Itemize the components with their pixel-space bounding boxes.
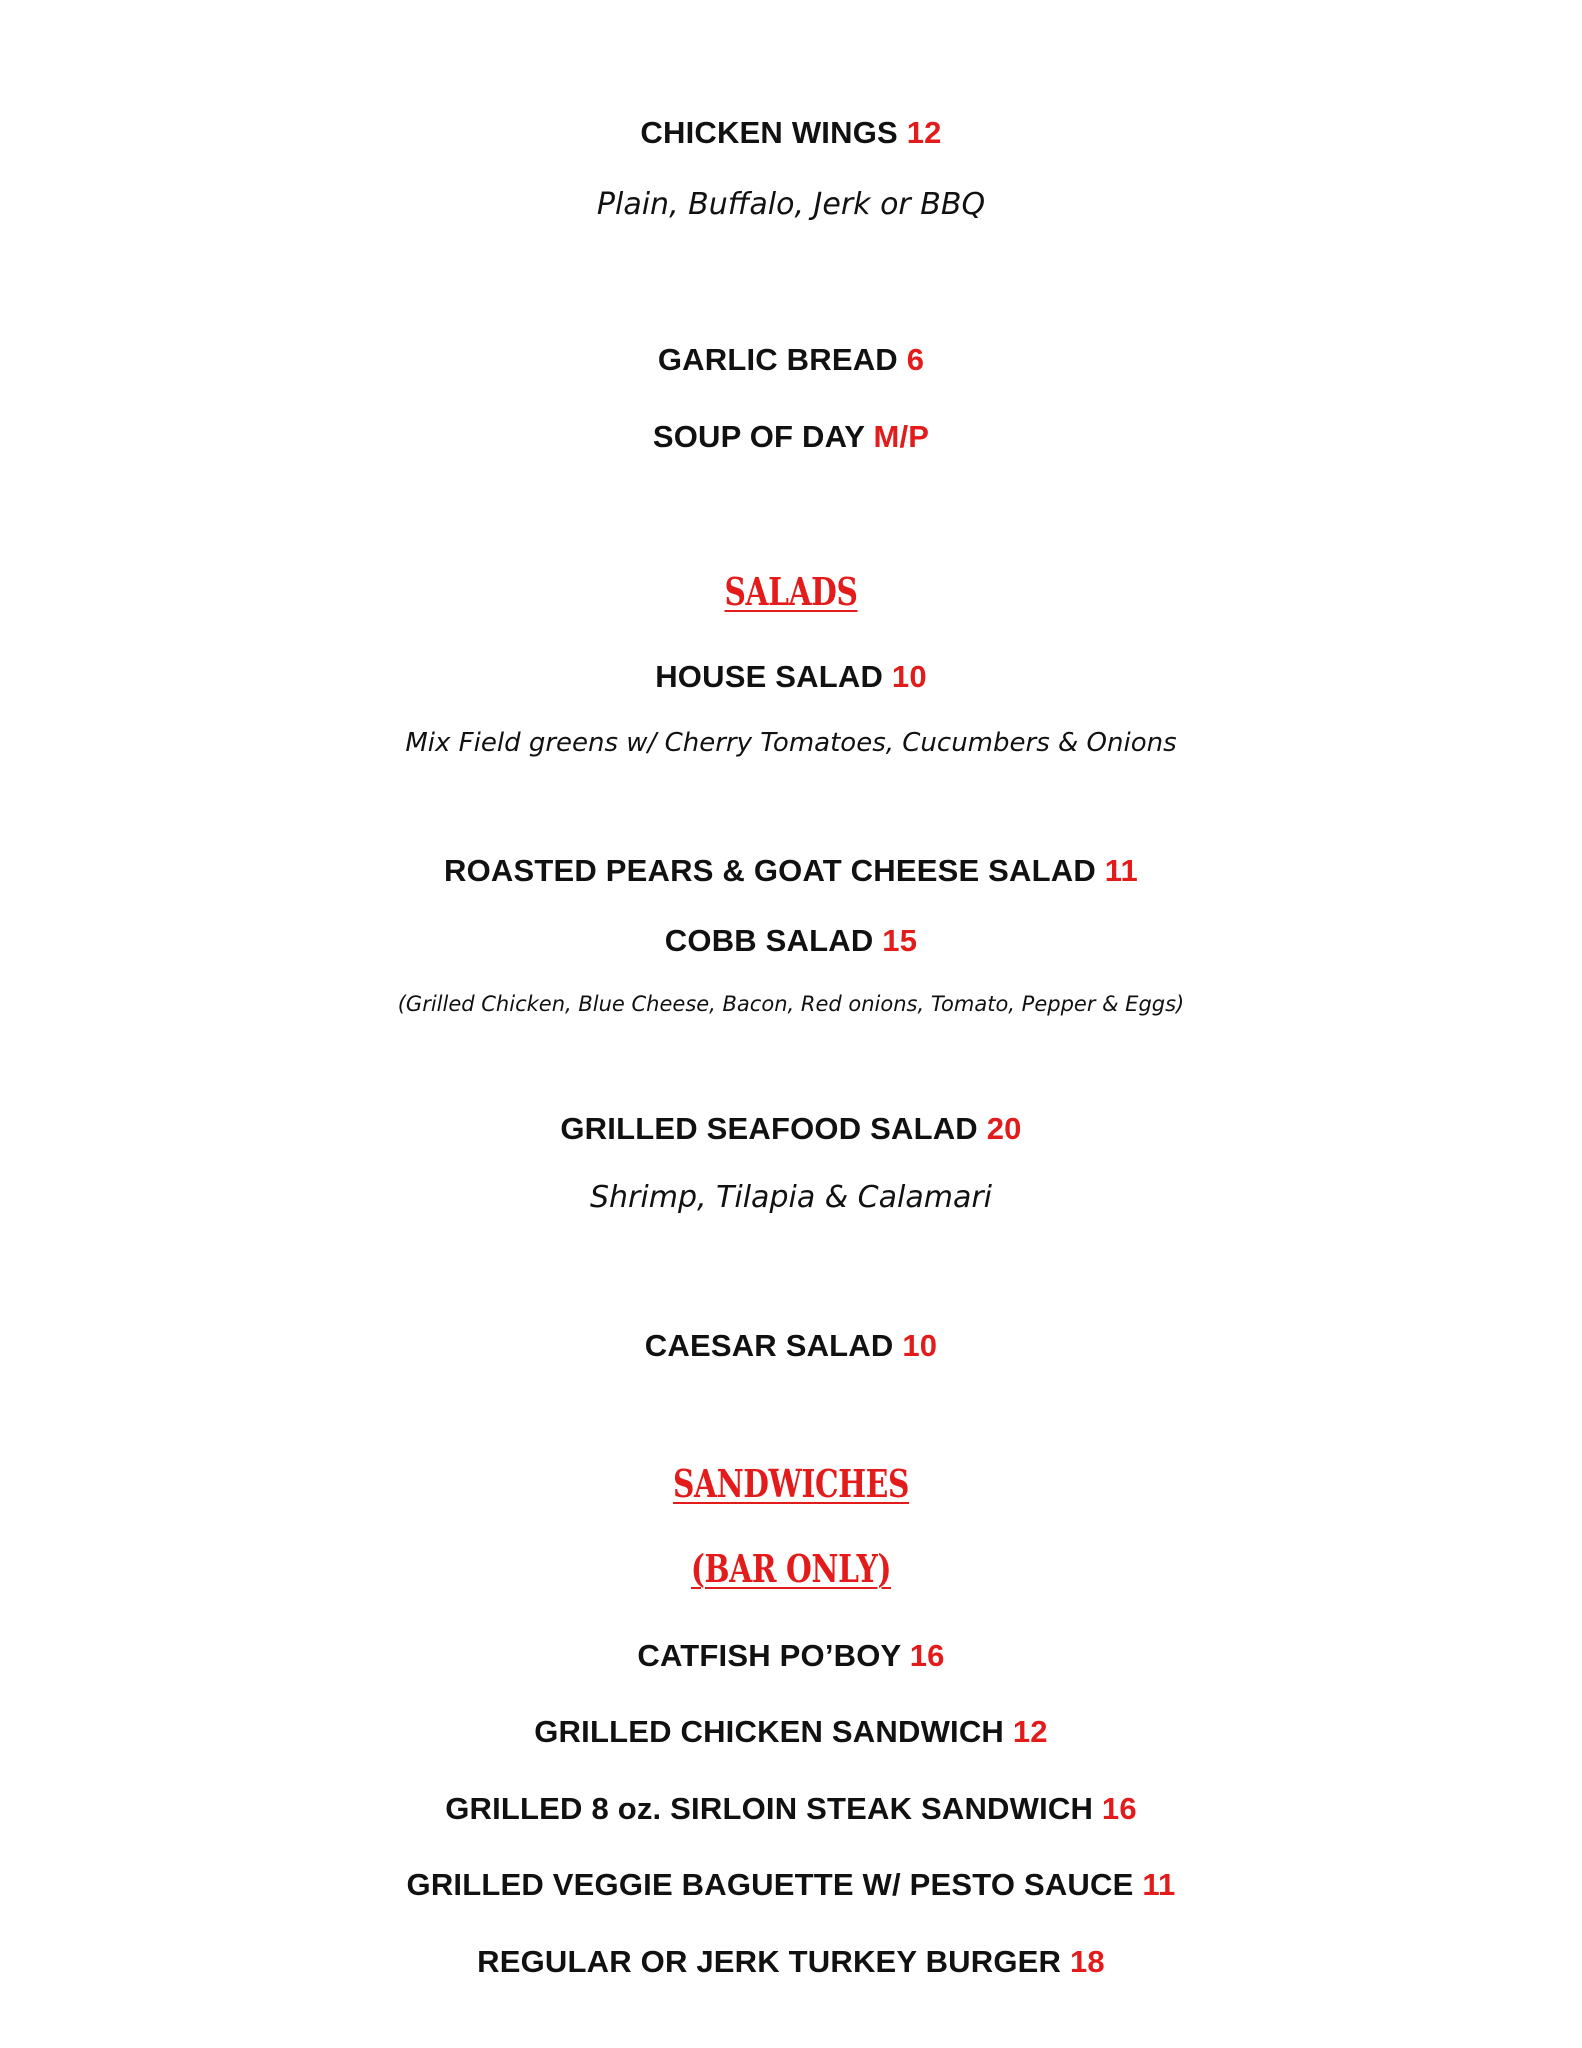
item-name: GRILLED VEGGIE BAGUETTE W/ PESTO SAUCE [406, 1867, 1134, 1902]
menu-item-house-salad [0, 661, 1582, 692]
item-price: 15 [882, 923, 918, 958]
item-name: ROASTED PEARS & GOAT CHEESE SALAD [444, 853, 1096, 888]
item-price: M/P [873, 419, 930, 454]
menu-item-catfish-poboy [0, 1640, 1582, 1671]
menu-item-grilled-chicken-sandwich [0, 1716, 1582, 1747]
section-subheading-bar-only: (BAR ONLY) [690, 1546, 892, 1591]
item-price: 11 [1142, 1867, 1176, 1902]
item-price: 12 [906, 115, 942, 150]
item-price: 6 [906, 342, 925, 377]
item-price: 20 [986, 1111, 1022, 1146]
item-name: CAESAR SALAD [644, 1328, 894, 1363]
menu-item-grilled-veggie-baguette [0, 1869, 1582, 1900]
item-price: 16 [1101, 1791, 1137, 1826]
item-description: (Grilled Chicken, Blue Cheese, Bacon, Red onions, Tomato, Pepper & Eggs) [397, 992, 1185, 1016]
item-description: Plain, Buffalo, Jerk or BBQ [596, 187, 986, 222]
menu-item-turkey-burger [0, 1946, 1582, 1977]
menu-item-cobb-salad [0, 925, 1582, 956]
item-name: HOUSE SALAD [655, 659, 884, 694]
menu-item-roasted-pears-goat-cheese-salad [0, 855, 1582, 886]
item-name: GARLIC BREAD [657, 342, 898, 377]
item-name: REGULAR OR JERK TURKEY BURGER [477, 1944, 1062, 1979]
item-price: 11 [1104, 853, 1138, 888]
item-name: GRILLED CHICKEN SANDWICH [534, 1714, 1005, 1749]
item-price: 18 [1069, 1944, 1105, 1979]
section-heading-salads: SALADS [724, 569, 858, 614]
menu-item-garlic-bread [0, 344, 1582, 375]
item-price: 10 [891, 659, 927, 694]
item-price: 16 [909, 1638, 945, 1673]
item-name: GRILLED SEAFOOD SALAD [560, 1111, 978, 1146]
menu-item-grilled-seafood-salad [0, 1113, 1582, 1144]
item-description: Shrimp, Tilapia & Calamari [590, 1180, 992, 1215]
item-name: CHICKEN WINGS [640, 115, 898, 150]
item-price: 10 [902, 1328, 938, 1363]
item-name: CATFISH PO’BOY [637, 1638, 901, 1673]
item-name: GRILLED 8 oz. SIRLOIN STEAK SANDWICH [445, 1791, 1094, 1826]
section-heading-sandwiches: SANDWICHES [672, 1461, 910, 1506]
menu-item-sirloin-steak-sandwich [0, 1793, 1582, 1824]
item-price: 12 [1012, 1714, 1048, 1749]
item-name: COBB SALAD [664, 923, 874, 958]
menu-item-soup-of-day [0, 421, 1582, 452]
menu-item-chicken-wings [0, 117, 1582, 148]
item-name: SOUP OF DAY [652, 419, 865, 454]
menu-item-caesar-salad [0, 1330, 1582, 1361]
item-description: Mix Field greens w/ Cherry Tomatoes, Cucumbers & Onions [405, 728, 1177, 758]
